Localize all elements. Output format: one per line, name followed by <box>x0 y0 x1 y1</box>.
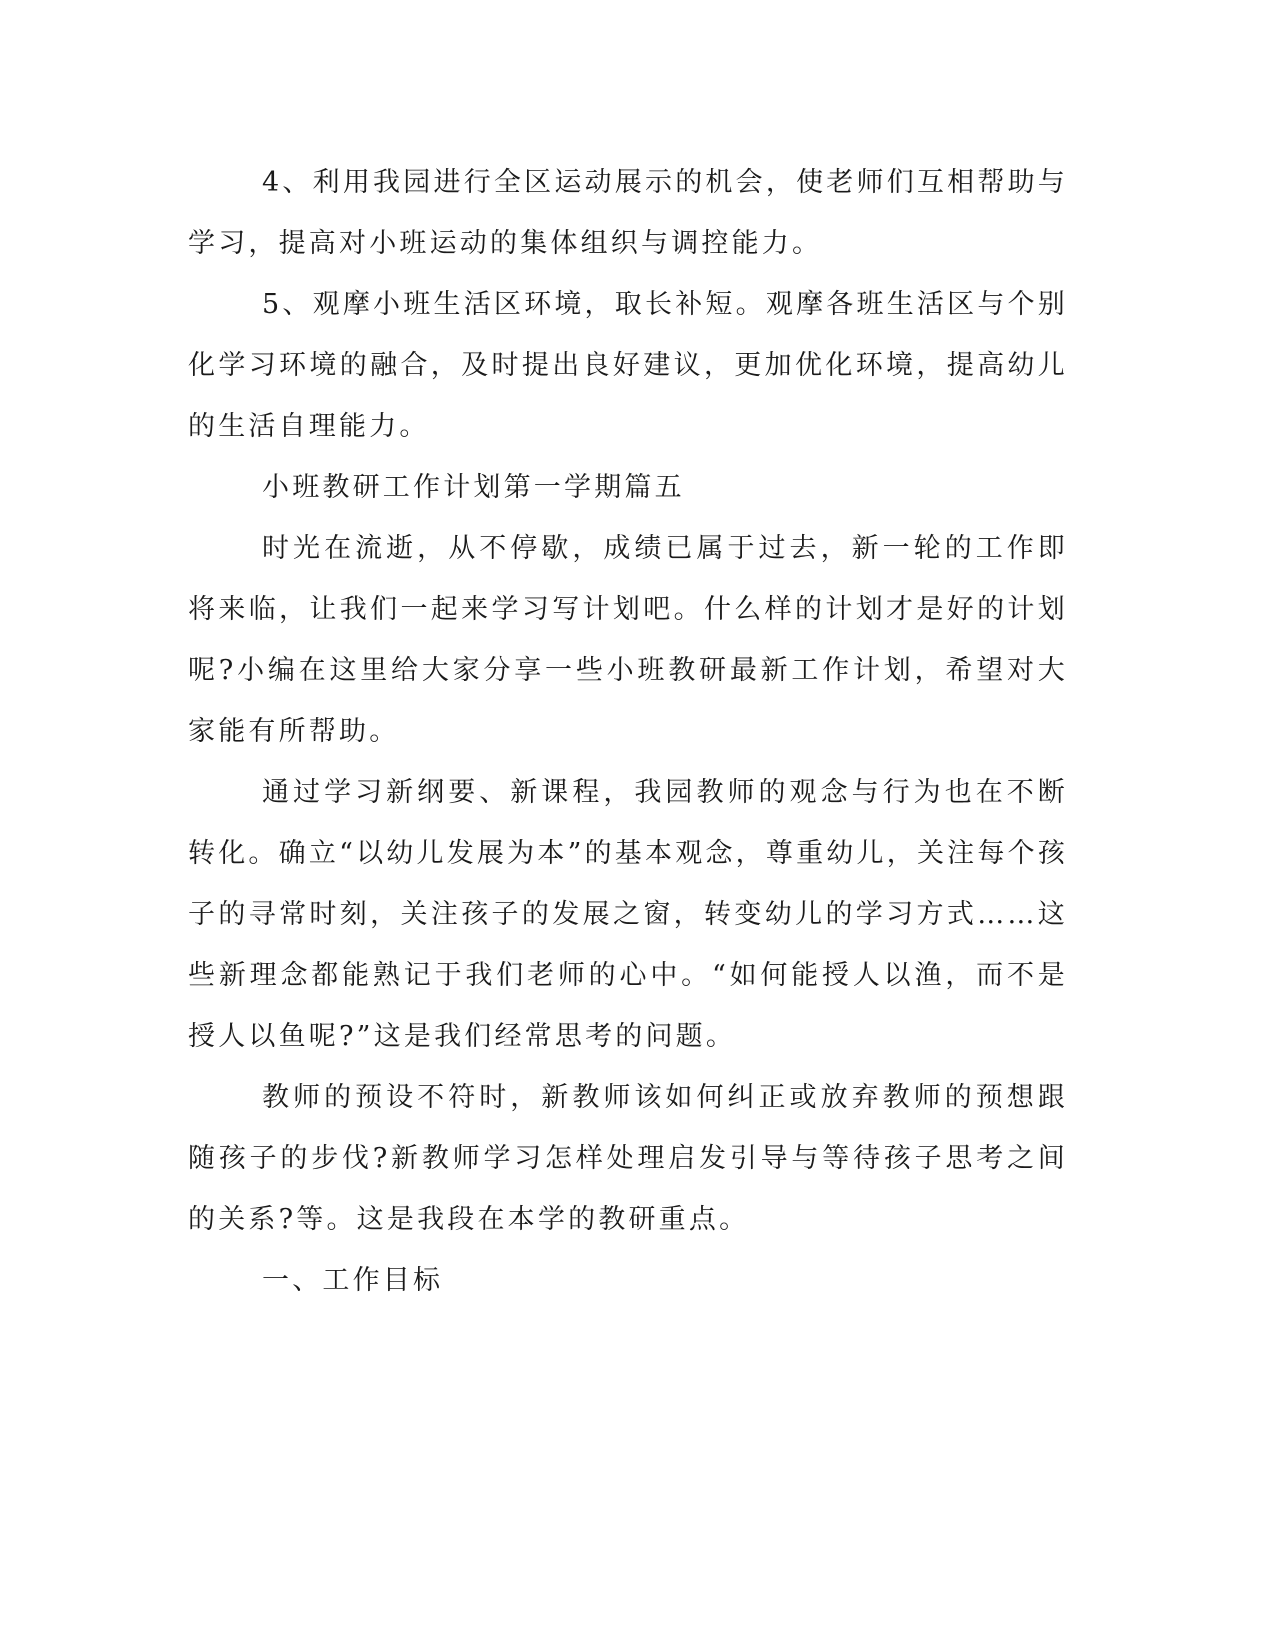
document-body <box>188 152 1068 1311</box>
subheading-work-goals: 一、工作目标 <box>262 1265 444 1296</box>
paragraph-item-5: 5、观摩小班生活区环境，取长补短。观摩各班生活区与个别化学习环境的融合，及时提出良好建议，更加优化环境，提高幼儿的生活自理能力。 <box>188 289 1068 442</box>
paragraph-item-4: 4、利用我园进行全区运动展示的机会，使老师们互相帮助与学习，提高对小班运动的集体组织与调控能力。 <box>188 167 1068 259</box>
section-title: 小班教研工作计划第一学期篇五 <box>262 472 685 503</box>
concept-paragraph: 通过学习新纲要、新课程，我园教师的观念与行为也在不断转化。确立“以幼儿发展为本”的基本观念，尊重幼儿，关注每个孩子的寻常时刻，关注孩子的发展之窗，转变幼儿的学习方式……这些新理念都能熟记于我们老师的心中。“如何能授人以渔，而不是授人以鱼呢?”这是我们经常思考的问题。 <box>188 777 1068 1052</box>
focus-paragraph: 教师的预设不符时，新教师该如何纠正或放弃教师的预想跟随孩子的步伐?新教师学习怎样处理启发引导与等待孩子思考之间的关系?等。这是我段在本学的教研重点。 <box>188 1082 1068 1235</box>
intro-paragraph: 时光在流逝，从不停歇，成绩已属于过去，新一轮的工作即将来临，让我们一起来学习写计划吧。什么样的计划才是好的计划呢?小编在这里给大家分享一些小班教研最新工作计划，希望对大家能有所帮助。 <box>188 533 1068 747</box>
